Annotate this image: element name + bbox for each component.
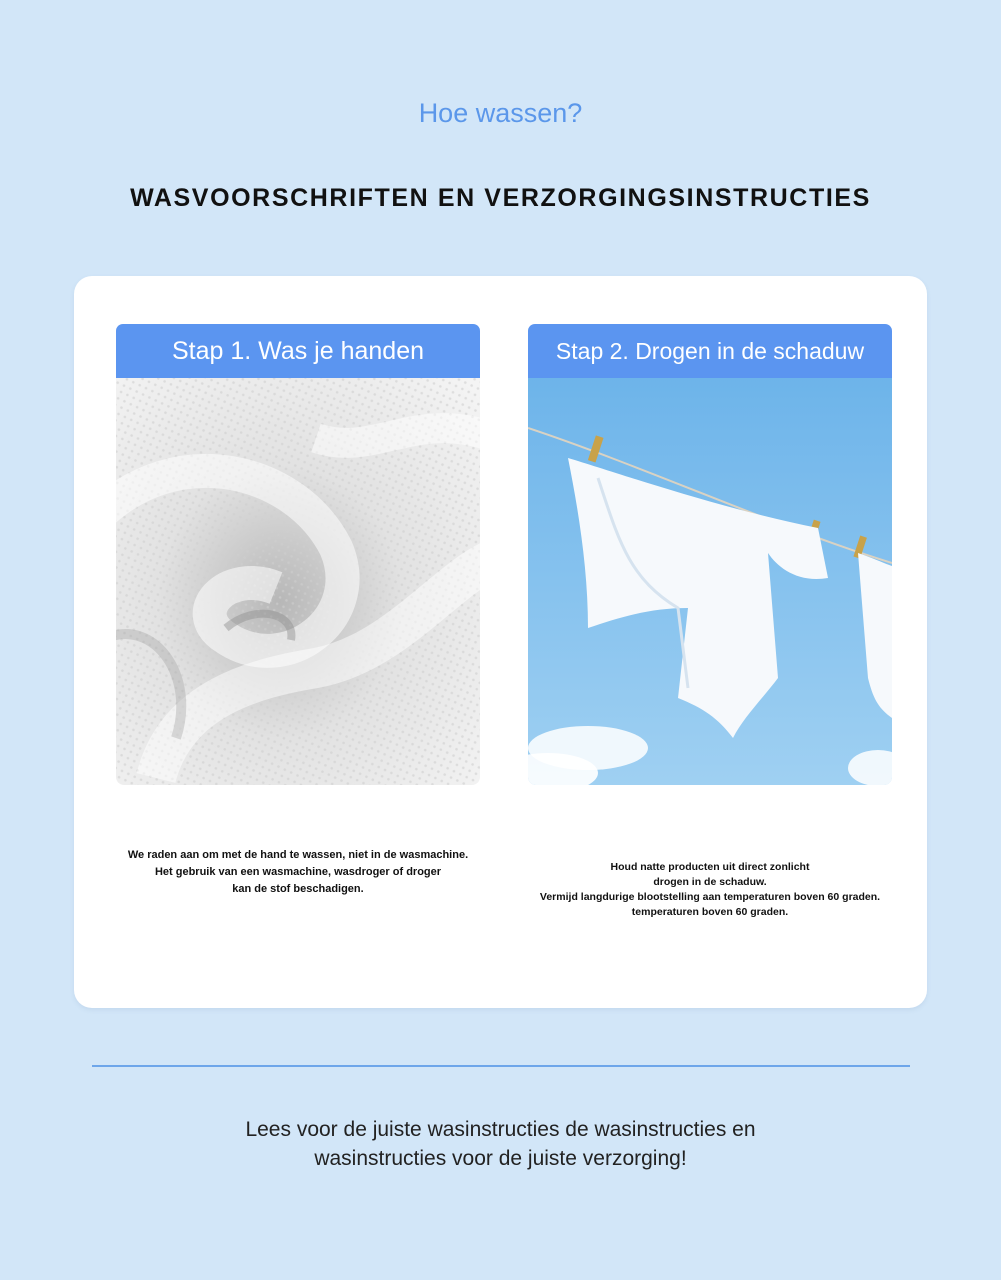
footer-line: wasinstructies voor de juiste verzorging! (314, 1147, 687, 1170)
footer-note (0, 1115, 1001, 1173)
step-1-line: We raden aan om met de hand te wassen, niet in de wasmachine. (127, 849, 469, 861)
step-2-line: Houd natte producten uit direct zonlicht (610, 861, 810, 873)
step-1-line: kan de stof beschadigen. (232, 883, 364, 895)
step-2 (528, 324, 892, 918)
step-1-description (78, 847, 518, 898)
page-title: WASVOORSCHRIFTEN EN VERZORGINGSINSTRUCTIES (130, 184, 871, 212)
step-1 (116, 324, 480, 895)
instructions-card (74, 276, 927, 1008)
step-2-line: drogen in de schaduw. (653, 876, 767, 888)
section-divider (92, 1065, 910, 1067)
step-2-line: temperaturen boven 60 graden. (631, 906, 789, 918)
step-2-description (490, 860, 930, 920)
white-fabric-texture-image (116, 378, 480, 785)
step-2-header: Stap 2. Drogen in de schaduw (528, 324, 892, 378)
step-1-line: Het gebruik van een wasmachine, wasdroger of droger (154, 866, 442, 878)
footer-line: Lees voor de juiste wasinstructies de wasinstructies en (245, 1118, 756, 1141)
page-subtitle: Hoe wassen? (418, 98, 583, 128)
step-1-header: Stap 1. Was je handen (116, 324, 480, 378)
clothes-drying-on-line-image (528, 378, 892, 785)
step-2-line: Vermijd langdurige blootstelling aan temperaturen boven 60 graden. (539, 891, 881, 903)
